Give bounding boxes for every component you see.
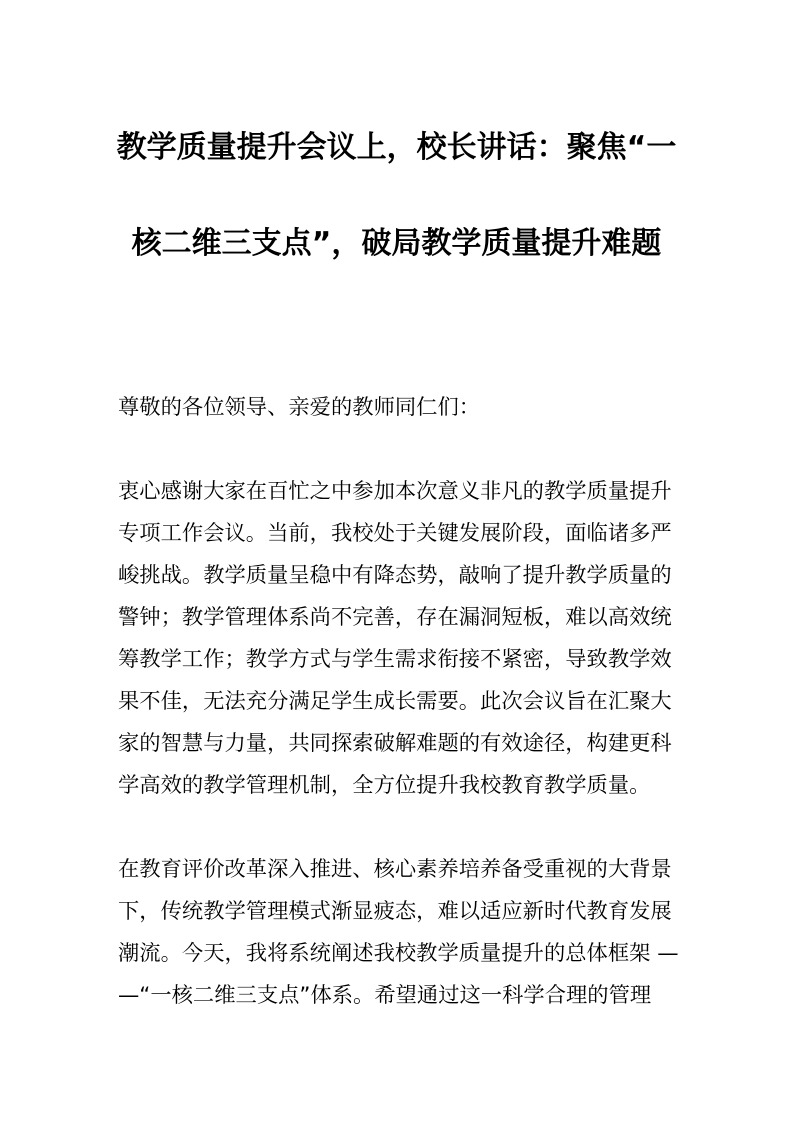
- paragraph-2: [118, 849, 679, 1017]
- paragraph-2-line: —“一核二维三支点”体系。希望通过这一科学合理的管理: [118, 983, 652, 1008]
- paragraph-1-line: 筹教学工作；教学方式与学生需求衔接不紧密，导致教学效: [118, 647, 672, 672]
- paragraph-1-line: 家的智慧与力量，共同探索破解难题的有效途径，构建更科: [118, 731, 672, 756]
- paragraph-1-line: 警钟；教学管理体系尚不完善，存在漏洞短板，难以高效统: [118, 605, 672, 630]
- document-body: [118, 387, 679, 1017]
- greeting-line: 尊敬的各位领导、亲爱的教师同仁们：: [118, 395, 481, 420]
- paragraph-1-line: 峻挑战。教学质量呈稳中有降态势，敲响了提升教学质量的: [118, 563, 672, 588]
- paragraph-2-line: 潮流。今天，我将系统阐述我校教学质量提升的总体框架 —: [118, 941, 679, 966]
- paragraph-1: [118, 471, 674, 807]
- paragraph-2-line: 在教育评价改革深入推进、核心素养培养备受重视的大背景: [118, 857, 672, 882]
- paragraph-1-line: 果不佳，无法充分满足学生成长需要。此次会议旨在汇聚大: [118, 689, 672, 714]
- title-line: 教学质量提升会议上，校长讲话：聚焦“一: [116, 130, 677, 165]
- greeting-paragraph: [118, 387, 674, 429]
- document-title: [0, 100, 793, 292]
- paragraph-1-line: 专项工作会议。当前，我校处于关键发展阶段，面临诸多严: [118, 521, 672, 546]
- paragraph-1-line: 衷心感谢大家在百忙之中参加本次意义非凡的教学质量提升: [118, 479, 672, 504]
- title-line: 核二维三支点”，破局教学质量提升难题: [131, 226, 662, 261]
- paragraph-1-line: 学高效的教学管理机制，全方位提升我校教育教学质量。: [118, 773, 651, 798]
- paragraph-2-line: 下，传统教学管理模式渐显疲态，难以适应新时代教育发展: [118, 899, 672, 924]
